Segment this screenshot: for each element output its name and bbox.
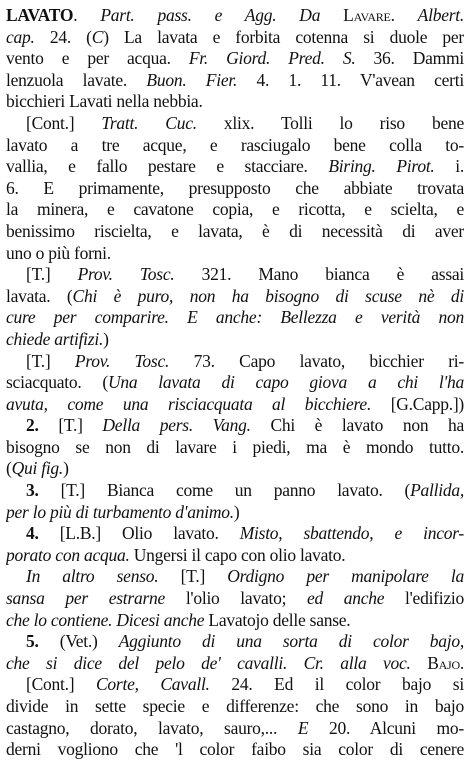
text-run: ) xyxy=(233,501,240,522)
text-run: [T.] xyxy=(58,415,103,436)
text-run: [T.] xyxy=(26,350,75,371)
entry-line xyxy=(6,91,464,113)
text-run: . xyxy=(73,5,101,25)
entry-line xyxy=(6,5,464,27)
entry-line xyxy=(6,199,464,221)
text-run: divide in sette specie e differenze: che sono in bajo xyxy=(6,696,464,716)
entry-line xyxy=(6,566,464,588)
text-run: ) xyxy=(63,458,69,479)
smallcaps-text: Bajo. xyxy=(410,652,464,673)
italic-text: Qui fig. xyxy=(11,458,64,479)
text-run: ( xyxy=(6,458,12,479)
bold-text: 4. xyxy=(26,523,60,544)
text-run: 73. Capo lavato, bicchier ri- xyxy=(169,350,464,371)
entry-line xyxy=(6,653,464,675)
entry-line xyxy=(6,631,464,653)
entry-line xyxy=(6,135,464,157)
italic-text: Albert. xyxy=(417,5,464,25)
text-run: [G.Capp.]) xyxy=(371,393,464,414)
text-run: ) La lavata e forbita cotenna si duole per xyxy=(103,26,464,47)
italic-text: Fr. Giord. Pred. S. xyxy=(188,48,356,69)
text-run: castagno, dorato, lavato, sauro,... xyxy=(6,717,298,738)
entry-line xyxy=(6,48,464,70)
entry-line xyxy=(6,113,464,135)
italic-text: avuta, come una risciacquata al bicchiere. xyxy=(6,393,372,414)
italic-text: che lo contiene. Dicesi anche xyxy=(6,609,205,630)
text-run: xlix. Tolli lo riso bene xyxy=(196,112,464,133)
entry-line xyxy=(6,523,464,545)
text-run: lavato a tre acque, e rasciugalo bene colla to- xyxy=(6,134,464,155)
text-run: (Vet.) xyxy=(59,631,119,652)
text-run: 4. 1. 11. V'avean certi xyxy=(237,69,464,90)
entry-line xyxy=(6,674,464,696)
italic-text: ed anche xyxy=(306,588,406,609)
italic-text: Della pers. Vang. xyxy=(102,415,251,436)
text-run: bicchieri Lavati nella nebbia. xyxy=(6,91,203,112)
italic-text: Una lavata di capo giova a chi l'ha xyxy=(107,372,464,393)
text-run: 6. E primamente, presupposto che abbiate trovata xyxy=(6,177,464,198)
entry-line xyxy=(6,739,464,761)
text-run: Ungersi il capo con olio lavato. xyxy=(129,544,346,565)
entry-line xyxy=(6,718,464,740)
text-run: derni vogliono che 'l color faibo sia color di cenere xyxy=(6,739,464,760)
italic-text: per lo più di turbamento d'animo. xyxy=(6,501,234,522)
italic-text: Prov. Tosc. xyxy=(74,350,170,371)
text-run: lavata. ( xyxy=(6,285,73,306)
entry-line xyxy=(6,178,464,200)
entry-line xyxy=(6,545,464,567)
entry-line xyxy=(6,502,464,524)
text-run: 36. Dammi xyxy=(355,48,464,69)
bold-text: 2. xyxy=(26,415,59,436)
text-run: sciacquato. ( xyxy=(6,372,108,393)
text-run: . xyxy=(390,5,418,25)
text-run: [T.] xyxy=(26,264,78,285)
entry-line xyxy=(6,696,464,718)
italic-text: Tratt. Cuc. xyxy=(101,112,197,133)
text-run: [T.] Bianca come un panno lavato. ( xyxy=(60,480,411,501)
italic-text: sansa per estrarne xyxy=(6,588,186,609)
entry-line xyxy=(6,70,464,92)
text-run: 20. Alcuni mo- xyxy=(308,717,464,738)
text-run: 24. ( xyxy=(34,26,92,47)
entry-line xyxy=(6,588,464,610)
italic-text: Misto, sbattendo, e incor- xyxy=(239,523,464,544)
entry-line xyxy=(6,243,464,265)
italic-text: Biring. Pirot. xyxy=(328,156,435,177)
text-run: Lavatojo delle sanse. xyxy=(204,609,351,630)
italic-text: Buon. Fier. xyxy=(146,69,238,90)
text-run: 24. Ed il color bajo si xyxy=(209,674,464,695)
text-run: l'olio lavato; xyxy=(185,588,307,609)
entry-line xyxy=(6,415,464,437)
text-run: benissimo riscielta, e lavata, è di necessità di aver xyxy=(6,220,464,241)
text-run: [L.B.] Olio lavato. xyxy=(59,523,240,544)
text-run: [T.] xyxy=(158,566,228,587)
italic-text: Corte, Cavall. xyxy=(95,674,210,695)
text-run: Chi è lavato non ha xyxy=(250,415,464,436)
entry-line xyxy=(6,329,464,351)
italic-text: Pallida, xyxy=(410,480,464,501)
entry-line xyxy=(6,307,464,329)
entry-line xyxy=(6,286,464,308)
text-run: la minera, e cavatone copia, e ricotta, e scielta, e xyxy=(6,199,464,220)
entry-line xyxy=(6,480,464,502)
text-run: vento e per acqua. xyxy=(6,48,189,69)
italic-text: Aggiunto di una sorta di color bajo, xyxy=(118,631,464,652)
text-run: l'edifizio xyxy=(405,588,464,609)
entry-line xyxy=(6,351,464,373)
entry-line xyxy=(6,394,464,416)
text-run: vallia, e fallo pestare e stacciare. xyxy=(6,156,329,177)
entry-line xyxy=(6,458,464,480)
text-run: bisogno se non di lavare i piedi, ma è mondo tutto. xyxy=(6,436,464,457)
italic-text: Part. pass. e Agg. Da xyxy=(100,5,344,25)
italic-text: C xyxy=(91,26,104,47)
italic-text: Prov. Tosc. xyxy=(77,264,175,285)
entry-line xyxy=(6,437,464,459)
bold-text: 3. xyxy=(26,480,61,501)
text-run: [Cont.] xyxy=(26,674,96,695)
text-run: ) xyxy=(103,328,109,349)
italic-text: porato con acqua. xyxy=(6,544,130,565)
bold-text: 5. xyxy=(26,631,60,652)
text-run: uno o più forni. xyxy=(6,242,111,263)
smallcaps-text: Lavare xyxy=(343,5,391,25)
text-run: i. xyxy=(434,156,464,177)
italic-text: In altro senso. xyxy=(26,566,159,587)
italic-text: Ordigno per manipolare la xyxy=(227,566,464,587)
entry-line xyxy=(6,372,464,394)
italic-text: cap. xyxy=(6,26,35,47)
entry-line xyxy=(6,610,464,632)
text-run: [Cont.] xyxy=(26,112,102,133)
text-run: lenzuola lavate. xyxy=(6,69,147,90)
italic-text: Chi è puro, non ha bisogno di scuse nè di xyxy=(72,285,464,306)
text-run: 321. Mano bianca è assai xyxy=(174,264,464,285)
italic-text: E xyxy=(297,717,309,738)
bold-text: LAVATO xyxy=(6,5,74,25)
italic-text: che si dice del pelo de' cavalli. Cr. alla voc. xyxy=(6,652,411,673)
italic-text: chiede artifizi. xyxy=(6,328,104,349)
italic-text: cure per comparire. E anche: Bellezza e verità non xyxy=(6,307,464,328)
entry-line xyxy=(6,264,464,286)
entry-line xyxy=(6,156,464,178)
entry-line xyxy=(6,221,464,243)
entry-line xyxy=(6,27,464,49)
